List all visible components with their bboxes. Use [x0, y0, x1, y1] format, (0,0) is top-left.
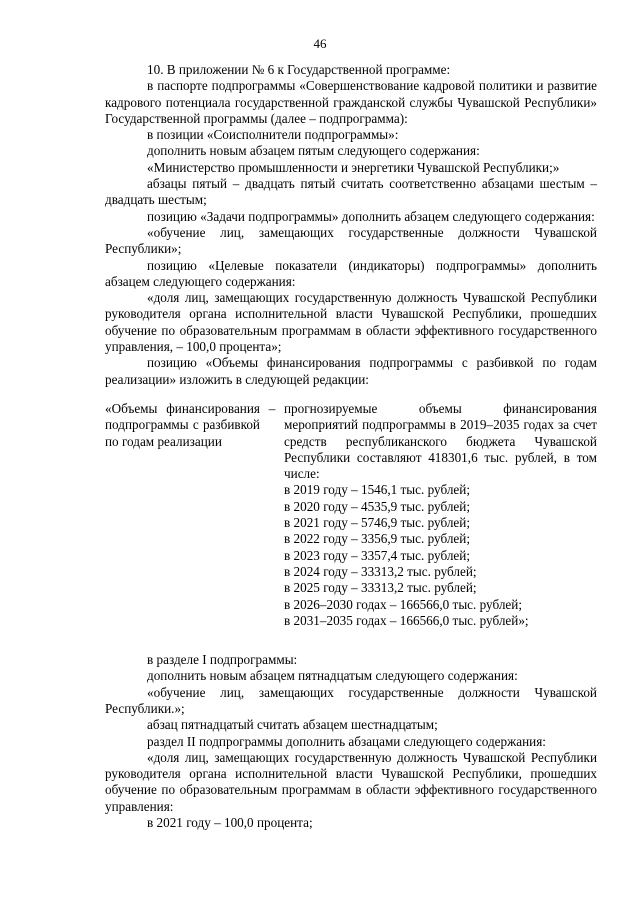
year-line: в 2020 году – 4535,9 тыс. рублей; — [284, 498, 470, 514]
paragraph: «обучение лиц, замещающих государственные должности Чувашской Республики»; — [105, 224, 597, 257]
paragraph: 10. В приложении № 6 к Государственной программе: — [147, 62, 451, 77]
page-number: 46 — [313, 36, 327, 51]
paragraph: в паспорте подпрограммы «Совершенствование кадровой политики и развитие кадрового потенциала государственной гражданской службы Чувашской Республики» Государственной программы (далее – подпрограмма): — [105, 78, 597, 126]
passport-label: «Объемы финансирования подпрограммы с разбивкой по годам реализации — [105, 400, 260, 449]
paragraph: в разделе I подпрограммы: — [147, 652, 298, 668]
paragraph: позицию «Целевые показатели (индикаторы) подпрограммы» дополнить абзацем следующего содержания: — [105, 257, 597, 289]
paragraph: раздел II подпрограммы дополнить абзацами следующего содержания: — [147, 733, 546, 749]
paragraph: дополнить новым абзацем пятым следующего содержания: — [147, 143, 480, 159]
year-line: в 2023 году – 3357,4 тыс. рублей; — [284, 547, 470, 563]
year-line: в 2024 году – 33313,2 тыс. рублей; — [284, 563, 477, 579]
paragraph: «доля лиц, замещающих государственную должность Чувашской Республики руководителя органа исполнительной власти Чувашской Республики, прошедших обучение по образовательным программам в области эффективного государственного управления: — [105, 749, 597, 814]
passport-lead: прогнозируемые объемы финансирования мероприятий подпрограммы в 2019–2035 годах за счет средств республиканского бюджета Чувашской Республики составляют 418301,6 тыс. рублей, в том числе: — [284, 400, 597, 482]
passport-table — [105, 401, 597, 629]
year-line: в 2021 году – 5746,9 тыс. рублей; — [284, 515, 470, 531]
paragraph: «обучение лиц, замещающих государственные должности Чувашской Республики.»; — [105, 684, 597, 716]
paragraph: абзацы пятый – двадцать пятый считать соответственно абзацами шестым – двадцать шестым; — [105, 176, 597, 208]
year-line: в 2022 году – 3356,9 тыс. рублей; — [284, 531, 470, 547]
year-line: в 2031–2035 годах – 166566,0 тыс. рублей»; — [284, 612, 529, 628]
paragraph: позицию «Задачи подпрограммы» дополнить абзацем следующего содержания: — [147, 208, 595, 224]
paragraph: «доля лиц, замещающих государственную должность Чувашской Республики руководителя органа исполнительной власти Чувашской Республики, прошедших обучение по образовательным программам в области эффективного государственного управления, – 100,0 процента»; — [105, 290, 597, 355]
year-line: в 2019 году – 1546,1 тыс. рублей; — [284, 482, 470, 498]
year-line: в 2025 году – 33313,2 тыс. рублей; — [284, 580, 477, 596]
document-body — [105, 62, 597, 831]
paragraph: абзац пятнадцатый считать абзацем шестнадцатым; — [147, 717, 438, 733]
passport-value — [284, 401, 597, 629]
passport-dash: – — [268, 400, 276, 416]
paragraph: «Министерство промышленности и энергетики Чувашской Республики;» — [147, 159, 560, 175]
year-line: в 2026–2030 годах – 166566,0 тыс. рублей; — [284, 596, 522, 612]
paragraph: дополнить новым абзацем пятнадцатым следующего содержания: — [147, 668, 518, 684]
paragraph: позицию «Объемы финансирования подпрограммы с разбивкой по годам реализации» изложить в следующей редакции: — [105, 355, 597, 387]
paragraph: в позиции «Соисполнители подпрограммы»: — [147, 127, 399, 143]
paragraph: в 2021 году – 100,0 процента; — [147, 815, 313, 831]
